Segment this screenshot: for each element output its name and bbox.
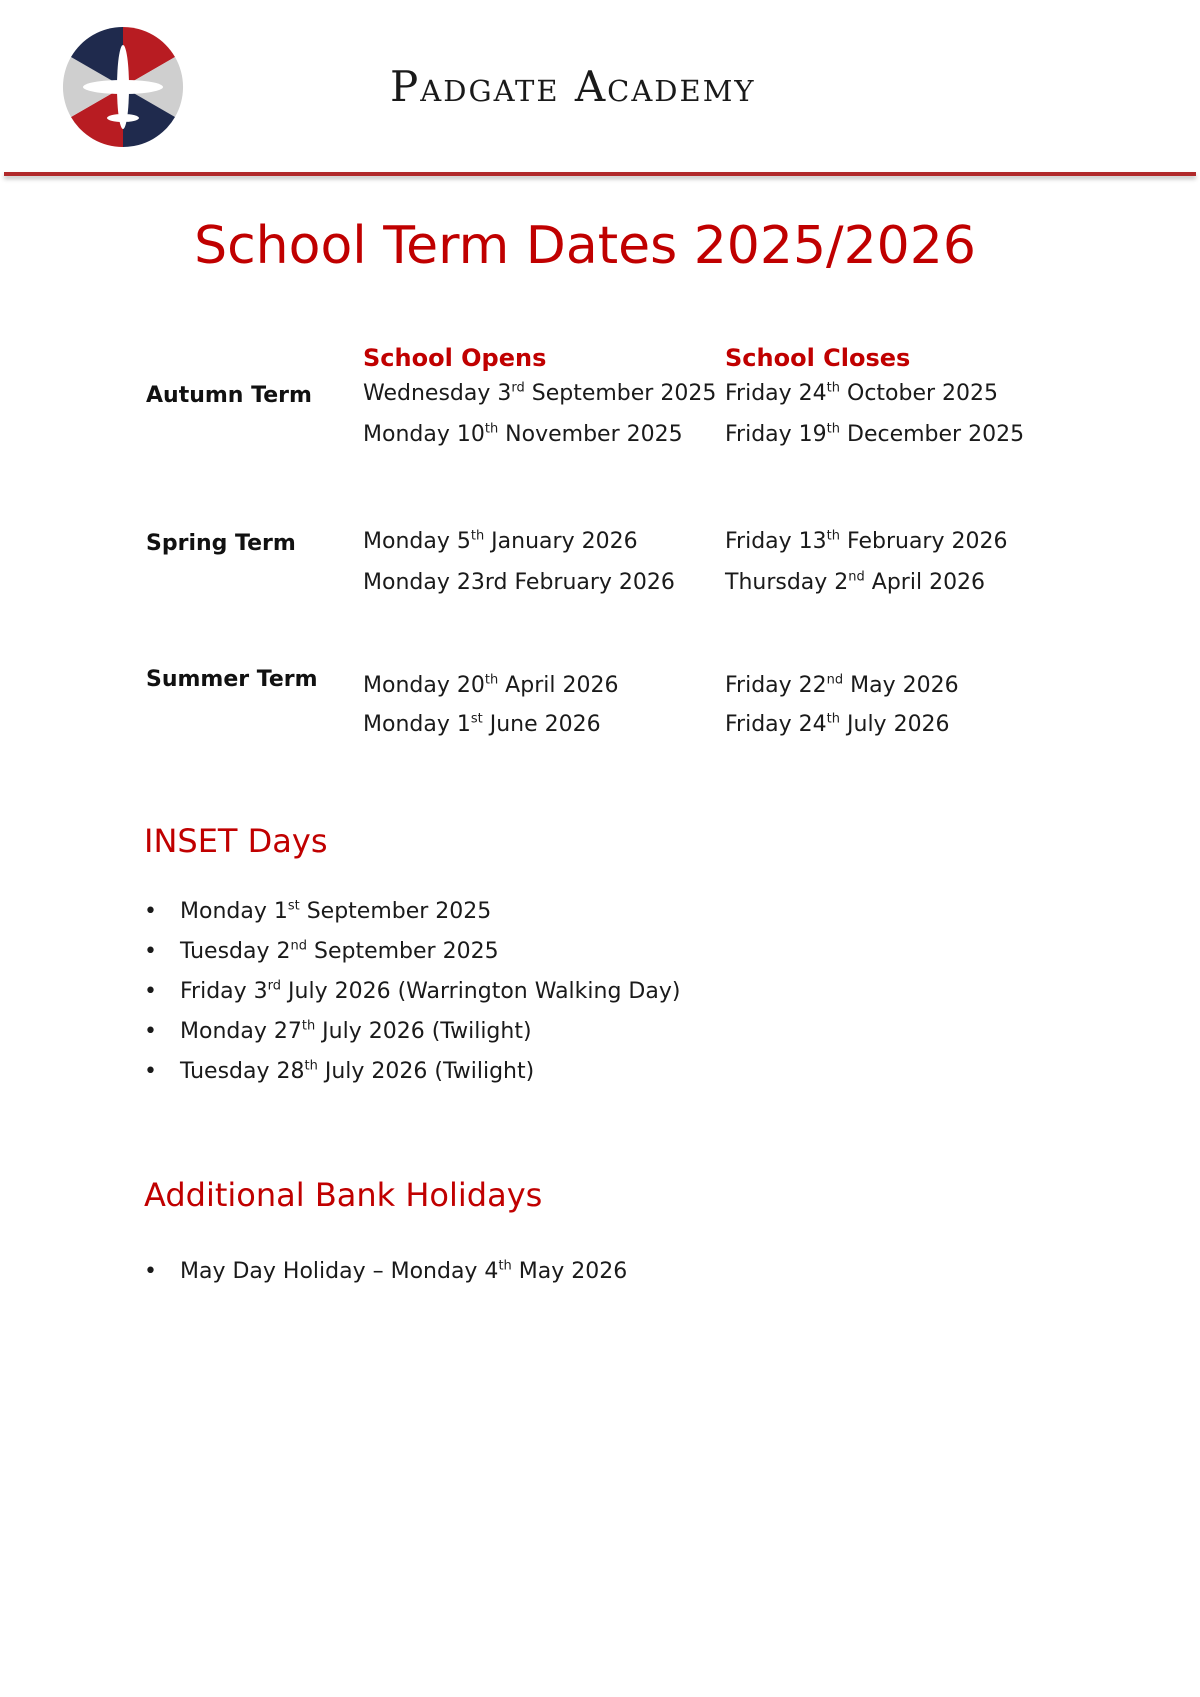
spring-close-date-2: Thursday 2nd April 2026 <box>725 569 986 595</box>
bullet-icon: • <box>144 979 157 1004</box>
academy-logo <box>58 22 198 152</box>
padgate-logo-icon <box>58 22 198 152</box>
bullet-icon: • <box>144 1059 157 1084</box>
list-item: • Monday 1st September 2025 <box>144 892 680 932</box>
bank-holidays-heading: Additional Bank Holidays <box>144 1176 543 1214</box>
summer-open-date-1: Monday 20th April 2026 <box>363 672 619 698</box>
summer-open-date-2: Monday 1st June 2026 <box>363 711 601 737</box>
term-label-summer: Summer Term <box>146 667 318 692</box>
summer-close-date-1: Friday 22nd May 2026 <box>725 672 959 698</box>
inset-days-heading: INSET Days <box>144 822 328 860</box>
academy-name: Padgate Academy <box>390 62 756 111</box>
list-item: • Tuesday 2nd September 2025 <box>144 932 680 972</box>
list-item: • Tuesday 28th July 2026 (Twilight) <box>144 1052 680 1092</box>
column-header-opens: School Opens <box>363 344 547 372</box>
header-divider <box>4 172 1196 176</box>
list-item: • Monday 27th July 2026 (Twilight) <box>144 1012 680 1052</box>
spring-open-date-2: Monday 23rd February 2026 <box>363 570 675 595</box>
autumn-close-date-2: Friday 19th December 2025 <box>725 421 1025 447</box>
spring-close-date-1: Friday 13th February 2026 <box>725 528 1008 554</box>
bullet-icon: • <box>144 939 157 964</box>
bank-holidays-list <box>144 1252 627 1292</box>
term-label-autumn: Autumn Term <box>146 383 312 408</box>
autumn-close-date-1: Friday 24th October 2025 <box>725 380 999 406</box>
autumn-open-date-2: Monday 10th November 2025 <box>363 421 683 447</box>
list-item: • Friday 3rd July 2026 (Warrington Walking Day) <box>144 972 680 1012</box>
bullet-icon: • <box>144 1019 157 1044</box>
spring-open-date-1: Monday 5th January 2026 <box>363 528 638 554</box>
list-item: • May Day Holiday – Monday 4th May 2026 <box>144 1252 627 1292</box>
autumn-open-date-1: Wednesday 3rd September 2025 <box>363 380 717 406</box>
summer-close-date-2: Friday 24th July 2026 <box>725 711 950 737</box>
page-title: School Term Dates 2025/2026 <box>194 216 976 276</box>
bullet-icon: • <box>144 1259 157 1284</box>
inset-days-list <box>144 892 680 1092</box>
column-header-closes: School Closes <box>725 344 911 372</box>
bullet-icon: • <box>144 899 157 924</box>
term-label-spring: Spring Term <box>146 531 296 556</box>
